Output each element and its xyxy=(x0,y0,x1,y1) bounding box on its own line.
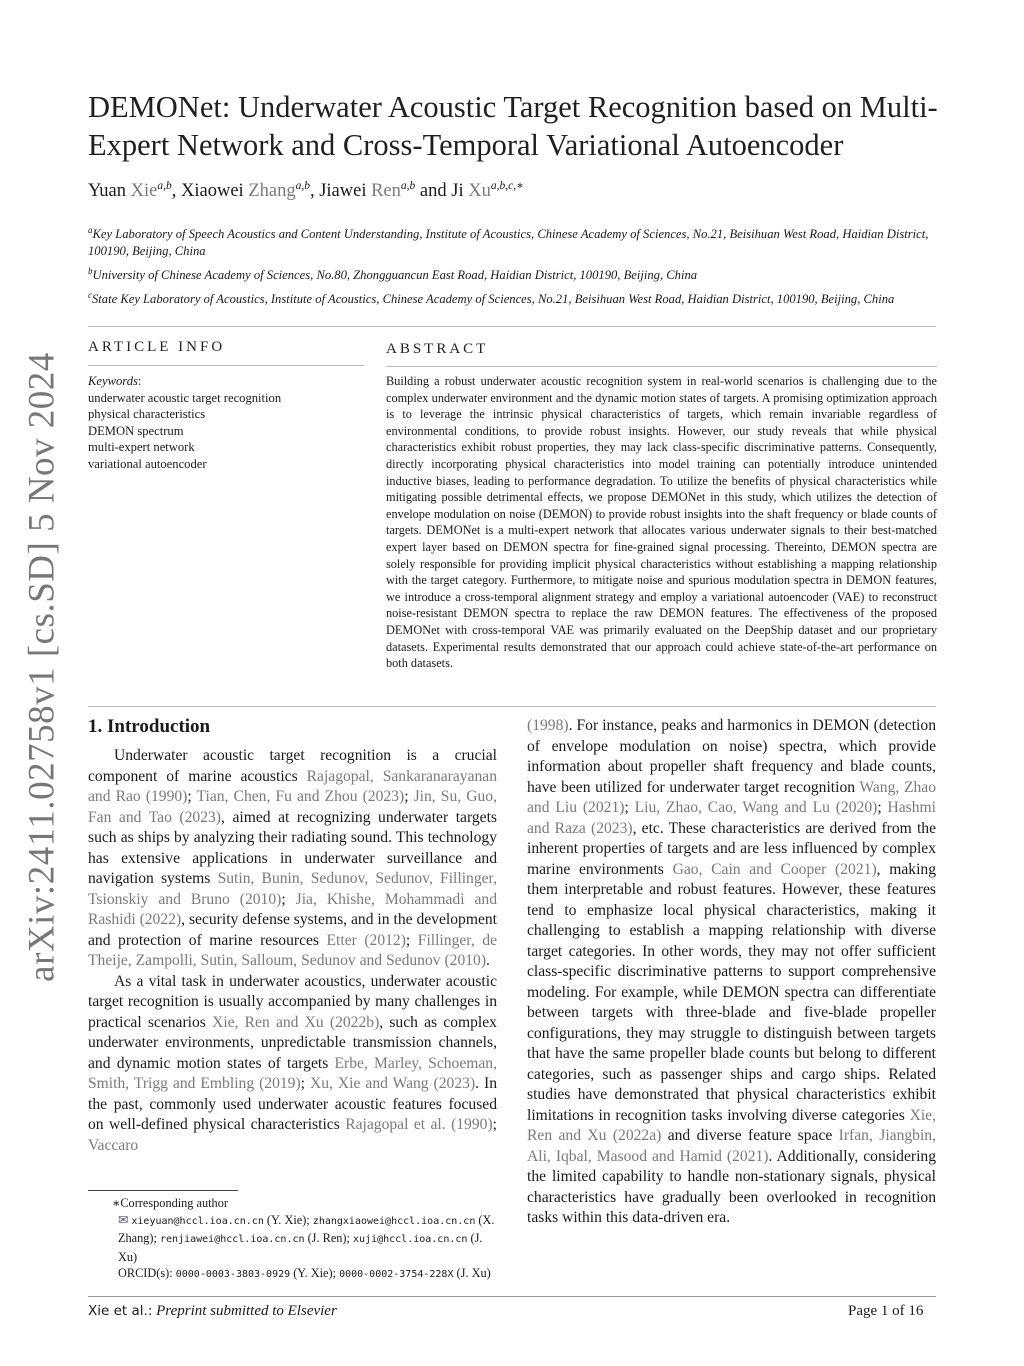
footer-author: Xie et al. xyxy=(88,1303,148,1319)
citation-link[interactable]: Liu, Zhao, Cao, Wang and Lu (2020) xyxy=(634,799,878,816)
citation-link[interactable]: Xie, Ren and Xu (2022b) xyxy=(212,1013,380,1031)
paragraph: As a vital task in underwater acoustics, underwater acoustic target recognition is usually accompanied by many challenges in practical scenarios Xie, Ren and Xu (2022b), such as complex underwater environments, unpredictable transmission channels, and dynamic motion states of targets Erbe, Marley, Schoeman, Smith, Trigg and Embling (2019); Xu, Xie and Wang (2023). In the past, commonly used underwater acoustic features focused on well-defined physical characteristics Rajagopal et al. (1990); Vaccaro xyxy=(88,972,498,1154)
page-number: Page 1 of 16 xyxy=(848,1303,924,1319)
citation-link[interactable]: Rajagopal, Sankaranarayanan and Rao (1990) xyxy=(88,767,498,805)
keyword: variational autoencoder xyxy=(88,456,207,471)
email-list: ✉ xieyuan@hccl.ioa.cn.cn (Y. Xie); zhangxiaowei@hccl.ioa.cn.cn (X. Zhang); renjiawei@hccl.ioa.cn.cn (J. Ren); xuji@hccl.ioa.cn.cn (J. Xu) xyxy=(118,1212,495,1264)
divider xyxy=(88,326,936,327)
article-info-heading: ARTICLE INFO xyxy=(88,339,226,355)
email-link[interactable]: xuji@hccl.ioa.cn.cn xyxy=(353,1234,468,1245)
divider xyxy=(88,706,936,707)
citation-link[interactable]: Jin, Su, Guo, Fan and Tao (2023) xyxy=(88,788,497,826)
paragraph: (1998). For instance, peaks and harmonics in DEMON (detection of envelope modulation on noise) spectra, which provide information about propeller shaft frequency and blade counts, have been utilized for underwater target recognition Wang, Zhao and Liu (2021); Liu, Zhao, Cao, Wang and Lu (2020); Hashmi and Raza (2023), etc. These characteristics are derived from the inherent properties of targets and are less influenced by complex marine environments Gao, Cain and Cooper (2021), making them interpretable and robust features. However, these features tend to emphasize local physical characteristics, making it challenging to establish a mapping relationship with diverse target categories. In other words, they may not offer sufficient class-specific discriminative patterns to support comprehensive modeling. For example, while DEMON spectra can differentiate between targets with three-blade and five-blade propeller configurations, they may struggle to distinguish between targets that have the same propeller blade counts but belong to different categories, such as passenger ships and cargo ships. Related studies have demonstrated that physical characteristics exhibit limitations in recognition tasks involving diverse categories Xie, Ren and Xu (2022a) and diverse feature space Irfan, Jiangbin, Ali, Iqbal, Masood and Hamid (2021). Additionally, considering the limited capability to handle non-stationary signals, physical characteristics have gradually been overlooked in recognition tasks within this data-driven era. xyxy=(527,717,937,1226)
citation-link[interactable]: Jia, Khishe, Mohammadi and Rashidi (2022) xyxy=(88,890,498,928)
footer-rule xyxy=(88,1296,936,1297)
orcid-link[interactable]: 0000-0003-3803-0929 xyxy=(175,1269,291,1280)
citation-link[interactable]: Hashmi and Raza (2023) xyxy=(527,799,937,837)
email-link[interactable]: xieyuan@hccl.ioa.cn.cn xyxy=(131,1215,264,1227)
citation-link[interactable]: Irfan, Jiangbin, Ali, Iqbal, Masood and Hamid (2021) xyxy=(527,1127,936,1165)
email-link[interactable]: zhangxiaowei@hccl.ioa.cn.cn xyxy=(312,1215,476,1227)
citation-link[interactable]: (1998) xyxy=(527,717,569,734)
citation-link[interactable]: Gao, Cain and Cooper (2021) xyxy=(672,860,877,878)
citation-link[interactable]: Rajagopal et al. (1990) xyxy=(345,1116,493,1133)
citation-link[interactable]: Xie, Ren and Xu (2022a) xyxy=(527,1106,936,1144)
citation-link[interactable]: Sutin, Bunin, Sedunov, Sedunov, Fillinger, Tsionskiy and Bruno (2010) xyxy=(88,870,498,908)
keyword: underwater acoustic target recognition xyxy=(88,390,282,405)
affil-mark: b xyxy=(88,266,93,276)
divider xyxy=(386,366,937,367)
affiliation: $^a$Key Laboratory of Speech Acoustics and Content Understanding, Institute of Acoustics, Chinese Academy of Sciences, No.21, Beisihuan West Road, Haidian District, 100190, Beijing, China xyxy=(88,225,929,258)
email-icon: ✉ xyxy=(118,1212,132,1227)
affil-marks: a,b,c,∗ xyxy=(490,180,524,192)
author: Ji $Xu^{a,b,c,∗}$ xyxy=(451,180,524,201)
footer-venue: Preprint submitted to Elsevier xyxy=(156,1303,337,1319)
footnote xyxy=(88,1190,497,1284)
orcid-label: ORCID(s): xyxy=(118,1266,176,1280)
author: Xiaowei Zhang$^{a,b}$ xyxy=(181,180,310,201)
intro-left-column xyxy=(88,746,497,1156)
footnote-rule xyxy=(88,1190,238,1191)
citation-link[interactable]: Erbe, Marley, Schoeman, Smith, Trigg and Embling (2019) xyxy=(88,1054,497,1092)
affiliations xyxy=(88,222,936,311)
arxiv-stamp xyxy=(0,0,84,1366)
keywords-list xyxy=(88,390,364,473)
corresponding-author-note: ∗Corresponding author xyxy=(112,1196,228,1210)
author: Yuan Xie$^{a,b}$ xyxy=(88,180,172,201)
affil-marks: a,b xyxy=(400,180,416,192)
keywords-label: Keywords xyxy=(88,374,138,388)
abstract-text: Building a robust underwater acoustic recognition system in real-world scenarios is challenging due to the complex underwater environment and the dynamic motion states of targets. A promising optimization approach is to leverage the intrinsic physical characteristics of targets, which remain invariable regardless of environmental conditions, to provide robust insights. However, our study reveals that while physical characteristics exhibit robust properties, they may lack class-specific discriminative patterns. Consequently, directly incorporating physical characteristics into model training can potentially introduce unintended inductive biases, leading to performance degradation. To utilize the benefits of physical characteristics while mitigating possible detrimental effects, we propose DEMONet in this study, which utilizes the detection of envelope modulation on noise (DEMON) to provide robust insights into the shaft frequency or blade counts of targets. DEMONet is a multi-expert network that allocates various underwater signals to their best-matched expert layer based on DEMON spectra for fine-grained signal processing. Thereinto, DEMON spectra are solely responsible for providing implicit physical characteristics without establishing a mapping relationship with the target category. Furthermore, to mitigate noise and spurious modulation spectra in DEMON features, we introduce a cross-temporal alignment strategy and employ a variational autoencoder (VAE) to reconstruct noise-resistant DEMON spectra to replace the raw DEMON features. The effectiveness of the proposed DEMONet with cross-temporal VAE was primarily evaluated on the DeepShip dataset and our proprietary datasets. Experimental results demonstrated that our approach could achieve state-of-the-art performance on both datasets. xyxy=(386,374,937,671)
affil-mark: a xyxy=(88,225,93,235)
keyword: DEMON spectrum xyxy=(88,423,184,438)
author: Jiawei Ren$^{a,b}$ xyxy=(319,180,416,201)
paragraph: Underwater acoustic target recognition is a crucial component of marine acoustics Rajagopal, Sankaranarayanan and Rao (1990); Tian, Chen, Fu and Zhou (2023); Jin, Su, Guo, Fan and Tao (2023), aimed at recognizing underwater targets such as ships by analyzing their radiating sound. This technology has extensive applications in underwater surveillance and navigation systems Sutin, Bunin, Sedunov, Sedunov, Fillinger, Tsionskiy and Bruno (2010); Jia, Khishe, Mohammadi and Rashidi (2022), security defense systems, and in the development and protection of marine resources Etter (2012); Fillinger, de Theije, Zampolli, Sutin, Salloum, Sedunov and Sedunov (2010). xyxy=(88,747,498,969)
affil-marks: a,b xyxy=(295,180,310,192)
affiliation: $^c$State Key Laboratory of Acoustics, Institute of Acoustics, Chinese Academy of Sciences, No.21, Beisihuan West Road, Haidian District, 100190, Beijing, China xyxy=(88,290,895,306)
keyword: multi-expert network xyxy=(88,440,195,454)
author-link[interactable]: Ren xyxy=(371,181,401,201)
citation-link[interactable]: Xu, Xie and Wang (2023) xyxy=(309,1075,476,1092)
author-link[interactable]: Zhang xyxy=(248,181,296,201)
author-link[interactable]: Xu xyxy=(468,181,491,201)
affil-mark: c xyxy=(88,290,92,300)
affiliation: $^b$University of Chinese Academy of Sciences, No.80, Zhongguancun East Road, Haidian District, 100190, Beijing, China xyxy=(88,266,698,282)
citation-link[interactable]: Vaccaro xyxy=(88,1136,139,1154)
divider xyxy=(88,365,364,366)
citation-link[interactable]: Tian, Chen, Fu and Zhou (2023) xyxy=(196,788,405,805)
citation-link[interactable]: Etter (2012) xyxy=(326,931,406,949)
paper-title: DEMONet: Underwater Acoustic Target Recognition based on Multi-Expert Network and Cross-Temporal Variational Autoencoder xyxy=(88,90,938,162)
citation-link[interactable]: Fillinger, de Theije, Zampolli, Sutin, Salloum, Sedunov and Sedunov (2010) xyxy=(88,931,497,969)
abstract-heading: ABSTRACT xyxy=(386,341,489,357)
orcid-list: ORCID(s): 0000-0003-3803-0929 (Y. Xie); 0000-0002-3754-228X (J. Xu) xyxy=(118,1266,491,1280)
intro-right-column xyxy=(527,716,936,1229)
affil-marks: a,b xyxy=(157,180,172,192)
orcid-link[interactable]: 0000-0002-3754-228X xyxy=(339,1269,454,1280)
citation-link[interactable]: Wang, Zhao and Liu (2021) xyxy=(527,778,936,816)
keywords-block: Keywords: underwater acoustic target recognition physical characteristics DEMON spectrum multi-expert network variational autoencoder xyxy=(88,373,364,472)
author-list: Yuan Xie$^{a,b}$, Xiaowei Zhang$^{a,b}$, Jiawei Ren$^{a,b}$ and Ji $Xu^{a,b,c,∗}$ xyxy=(88,180,524,201)
author-link[interactable]: Xie xyxy=(130,181,158,201)
email-link[interactable]: renjiawei@hccl.ioa.cn.cn xyxy=(160,1234,305,1245)
keyword: physical characteristics xyxy=(88,407,206,421)
arxiv-id[interactable]: arXiv:2411.02758v1 [cs.SD] 5 Nov 2024 xyxy=(21,352,63,982)
running-footer: Xie et al.: Preprint submitted to Elsevier xyxy=(88,1303,337,1319)
section-heading: 1. Introduction xyxy=(88,716,211,737)
